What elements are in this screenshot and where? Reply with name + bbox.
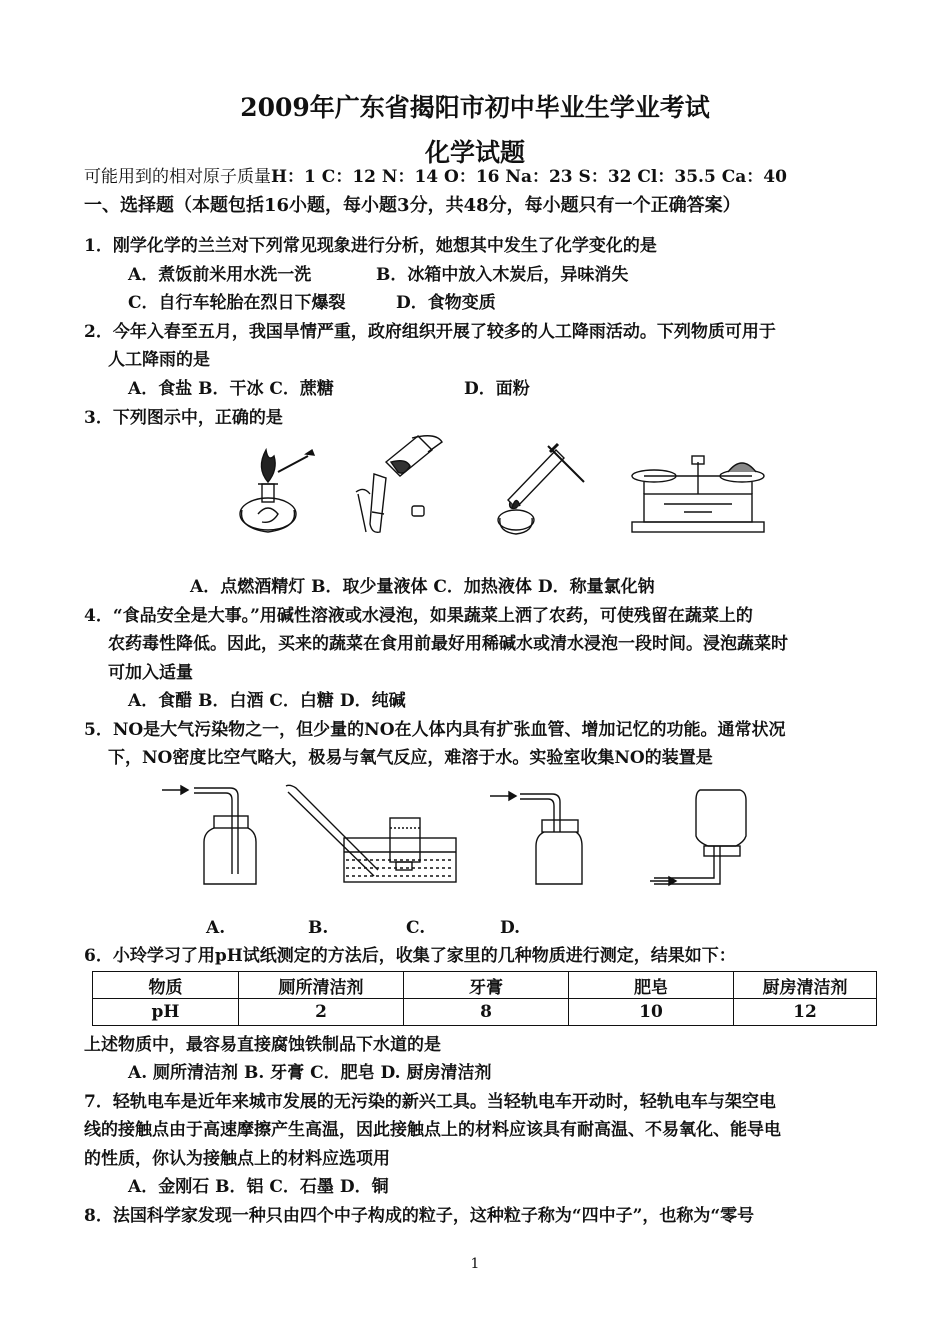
table-header-cell: 厕所清洁剂 — [239, 972, 404, 999]
q2-stem-line2: 人工降雨的是 — [108, 350, 210, 370]
pour-liquid-test-tube-icon — [356, 436, 442, 533]
q7-stem-line2: 线的接触点由于高速摩擦产生高温，因此接触点上的材料应该具有耐高温、不易氧化、能导电 — [84, 1120, 781, 1140]
table-row — [93, 999, 877, 1026]
table-cell: 8 — [404, 999, 569, 1026]
q2-option-d: D．面粉 — [464, 379, 530, 399]
table-header-row — [93, 972, 877, 999]
q6-options: A. 厕所清洁剂 B. 牙膏 C．肥皂 D. 厨房清洁剂 — [128, 1063, 492, 1083]
q5-stem-line1: 5．NO是大气污染物之一，但少量的NO在人体内具有扩张血管、增加记忆的功能。通常状况 — [84, 720, 786, 740]
atomic-mass-line — [84, 163, 787, 191]
q5-stem-line2: 下，NO密度比空气略大，极易与氧气反应，难溶于水。实验室收集NO的装置是 — [108, 748, 713, 768]
q5-apparatus — [160, 780, 760, 895]
heating-test-tube-icon — [498, 444, 584, 534]
q6-followup: 上述物质中，最容易直接腐蚀铁制品下水道的是 — [84, 1035, 441, 1055]
atomic-mass-prefix: 可能用到的相对原子质量 — [84, 167, 271, 187]
q8-stem-line1: 8．法国科学家发现一种只由四个中子构成的粒子，这种粒子称为“四中子”，也称为“零号 — [84, 1206, 755, 1226]
q1-option-a: A．煮饭前米用水洗一洗 — [128, 265, 312, 285]
balance-scale-icon — [632, 456, 764, 532]
q5-label-d: D. — [500, 918, 521, 938]
exam-title: 2009年广东省揭阳市初中毕业生学业考试 — [240, 93, 710, 122]
table-cell: 2 — [239, 999, 404, 1026]
table-header-cell: 牙膏 — [404, 972, 569, 999]
q2-options-abc: A．食盐 B．干冰 C．蔗糖 — [128, 379, 334, 399]
q3-stem: 3．下列图示中，正确的是 — [84, 408, 283, 428]
section-header: 一、选择题（本题包括16小题，每小题3分，共48分，每小题只有一个正确答案） — [84, 195, 741, 216]
q4-stem-line1: 4．“食品安全是大事。”用碱性溶液或水浸泡，如果蔬菜上洒了农药，可使残留在蔬菜上的 — [84, 606, 753, 626]
q1-option-c: C．自行车轮胎在烈日下爆裂 — [128, 293, 346, 313]
q6-stem: 6．小玲学习了用pH试纸测定的方法后，收集了家里的几种物质进行测定，结果如下： — [84, 946, 736, 966]
table-cell: pH — [93, 999, 239, 1026]
q3-illustrations — [228, 432, 768, 542]
bottle-short-tube-icon — [490, 792, 582, 884]
water-trough-collection-icon — [286, 785, 456, 882]
q4-stem-line3: 可加入适量 — [108, 663, 193, 683]
q7-options: A．金刚石 B．铝 C．石墨 D．铜 — [128, 1177, 389, 1197]
q5-label-b: B. — [308, 918, 329, 938]
inverted-bottle-icon — [650, 790, 746, 885]
table-header-cell: 肥皂 — [569, 972, 734, 999]
q4-options: A．食醋 B．白酒 C．白糖 D．纯碱 — [128, 691, 406, 711]
atomic-mass-values: H：1 C：12 N：14 O：16 Na：23 S：32 Cl：35.5 Ca：40 — [271, 167, 787, 187]
table-cell: 12 — [734, 999, 877, 1026]
q3-options: A．点燃酒精灯 B．取少量液体 C．加热液体 D．称量氯化钠 — [190, 577, 655, 597]
q1-option-b: B．冰箱中放入木炭后，异味消失 — [376, 265, 629, 285]
page-number: 1 — [470, 1256, 480, 1272]
q5-label-c: C. — [406, 918, 426, 938]
q1-option-d: D．食物变质 — [396, 293, 496, 313]
exam-subtitle: 化学试题 — [424, 138, 525, 167]
table-header-cell: 厨房清洁剂 — [734, 972, 877, 999]
bottle-long-tube-icon — [162, 786, 256, 884]
table-cell: 10 — [569, 999, 734, 1026]
table-header-cell: 物质 — [93, 972, 239, 999]
q2-stem-line1: 2．今年入春至五月，我国旱情严重，政府组织开展了较多的人工降雨活动。下列物质可用于 — [84, 322, 776, 342]
q5-label-a: A. — [206, 918, 226, 938]
q1-stem: 1．刚学化学的兰兰对下列常见现象进行分析，她想其中发生了化学变化的是 — [84, 236, 657, 256]
alcohol-lamp-lighting-icon — [240, 450, 314, 532]
ph-table — [92, 971, 877, 1026]
q4-stem-line2: 农药毒性降低。因此，买来的蔬菜在食用前最好用稀碱水或清水浸泡一段时间。浸泡蔬菜时 — [108, 634, 788, 654]
q7-stem-line1: 7．轻轨电车是近年来城市发展的无污染的新兴工具。当轻轨电车开动时，轻轨电车与架空电 — [84, 1092, 776, 1112]
q7-stem-line3: 的性质，你认为接触点上的材料应选项用 — [84, 1149, 390, 1169]
